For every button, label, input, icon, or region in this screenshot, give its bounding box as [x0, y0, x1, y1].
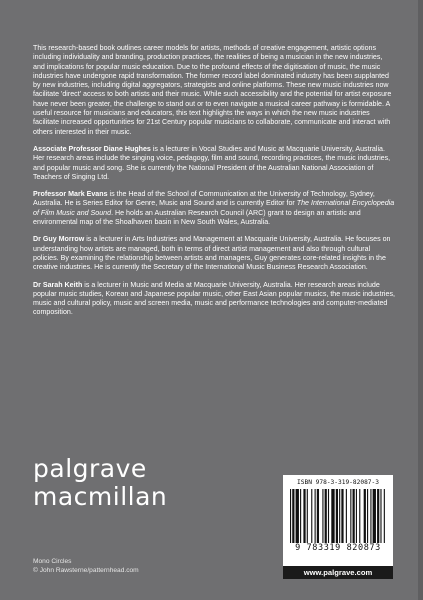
- publisher-logo-line1: palgrave: [33, 454, 147, 483]
- isbn-label: ISBN 978-3-319-82087-3: [297, 479, 379, 486]
- barcode-bar: [377, 489, 379, 543]
- cover-credit-title: Mono Circles: [33, 558, 72, 565]
- barcode-bar: [341, 489, 343, 543]
- barcode-bar: [307, 489, 308, 543]
- barcode-bars: [290, 489, 386, 543]
- author-bio-evans: [33, 190, 395, 227]
- barcode-bar: [336, 489, 338, 543]
- barcode-bar: [317, 489, 319, 543]
- barcode-bar: [296, 489, 299, 543]
- barcode-bar: [367, 489, 368, 543]
- author-bio-text: is a lecturer in Vocal Studies and Music at Macquarie University, Australia. Her research areas include the singing voice, pedagogy, film and sound, recording practices, the music industries, and popular music and song. She is currently the National President of the Australian National Association of Teachers of Singing Ltd.: [33, 144, 391, 181]
- author-bio-text: . He holds an Australian Research Council (ARC) grant to design an artistic and environmental map of the Shoalhaven basin in New South Wales, Australia.: [33, 208, 361, 227]
- barcode-bar: [359, 489, 360, 543]
- author-bio-text: is a lecturer in Arts Industries and Management at Macquarie University, Australia. He focuses on understanding how artists are managed, both in terms of direct artist management and also through cultural policies. By examining the relationship between artists and managers, Guy generates core-related insights in the creative industries. He is currently the Secretary of the International Music Business Research Association.: [33, 235, 391, 272]
- publisher-logo-line2: macmillan: [33, 482, 168, 511]
- barcode-bar: [384, 489, 385, 543]
- barcode-bar: [356, 489, 357, 543]
- author-name: Dr Guy Morrow: [33, 235, 85, 244]
- barcode-digits: 9 783319 820873: [295, 543, 381, 553]
- author-bio-keith: [33, 281, 395, 318]
- barcode-bar: [339, 489, 340, 543]
- barcode-bar: [325, 489, 327, 543]
- barcode-bar: [311, 489, 312, 543]
- author-name: Professor Mark Evans: [33, 190, 108, 199]
- spine-edge: [418, 0, 423, 600]
- barcode-bar: [364, 489, 366, 543]
- barcode-bar: [370, 489, 371, 543]
- cover-credit-copyright: © John Rawsterne/patternhead.com: [33, 567, 139, 574]
- book-title-reference: The International Encyclopedia of Film Music and Sound: [33, 199, 395, 217]
- barcode-bar: [303, 489, 305, 543]
- author-bio-morrow: [33, 235, 395, 272]
- isbn-barcode: [283, 475, 393, 566]
- author-bio-text: is the Head of the School of Communication at the University of Technology, Sydney, Australia. He is Series Editor for Genre, Music and Sound and is currently Editor for: [33, 190, 375, 208]
- author-bio-text: is a lecturer in Music and Media at Macquarie University, Australia. Her research areas include popular music studies, Korean and Japanese popular music, other East Asian popular musics, the music industries, music and cultural policy, music and screen media, music and performance technologies and computer-mediated composition.: [33, 280, 395, 317]
- book-description: This research-based book outlines career models for artists, methods of creative engagement, artistic options including individuality and branding, production practices, the realities of being a musician in the new industries, and implications for popular music education. Due to the profound effects of the digitisation of music, the music industries have undergone rapid transformation. The former record label dominated industry has been supplanted by new industries, including digital aggregators, strategists and online platforms. These new music industries now facilitate 'direct' access to both artists and their music. While such accessibility and the potential for artist exposure have never been greater, the challenge to stand out or to even navigate a musical career pathway is formidable. A useful resource for musicians and educators, this text highlights the ways in which the new music industries facilitate increased opportunities for 21st Century popular musicians to collaborate, communicate and interact with others interested in their music.: [33, 44, 392, 136]
- author-name: Dr Sarah Keith: [33, 280, 83, 289]
- barcode-bar: [328, 489, 329, 543]
- barcode-bar: [353, 489, 355, 543]
- barcode-bar: [346, 489, 347, 543]
- back-cover-text: [33, 44, 395, 326]
- author-bio-hughes: [33, 145, 395, 182]
- barcode-bar: [350, 489, 351, 543]
- barcode-bar: [373, 489, 376, 543]
- barcode-bar: [322, 489, 323, 543]
- barcode-bar: [290, 489, 291, 543]
- publisher-website: www.palgrave.com: [283, 566, 393, 579]
- barcode-bar: [331, 489, 334, 543]
- barcode-bar: [380, 489, 381, 543]
- barcode-bar: [300, 489, 301, 543]
- author-name: Associate Professor Diane Hughes: [33, 144, 151, 153]
- barcode-bar: [292, 489, 294, 543]
- publisher-logo: [33, 456, 167, 509]
- cover-credits: [33, 557, 139, 575]
- barcode-bar: [315, 489, 316, 543]
